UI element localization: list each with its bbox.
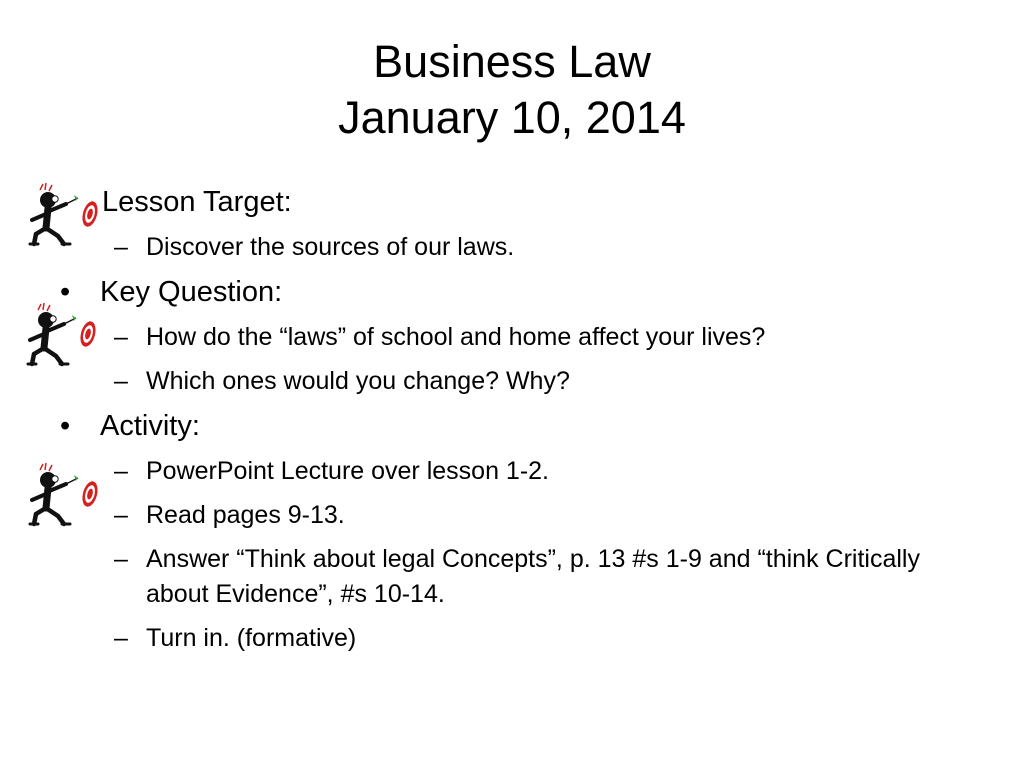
- title-line-1: Business Law: [373, 36, 651, 87]
- slide-body: [56, 184, 976, 665]
- slide-title: [0, 34, 1024, 146]
- lesson-target-heading: Lesson Target:: [102, 186, 292, 218]
- list-item: – Answer “Think about legal Concepts”, p. 13 #s 1-9 and “think Critically about Evidence”, #s 10-14.: [114, 545, 920, 608]
- activity-heading: • Activity:: [60, 410, 200, 442]
- list-item: – Turn in. (formative): [114, 624, 357, 652]
- title-line-2: January 10, 2014: [338, 92, 686, 143]
- archer-with-target-icon: [24, 182, 110, 256]
- list-item: – Discover the sources of our laws.: [114, 233, 515, 261]
- archer-with-target-icon: [22, 302, 108, 376]
- key-question-heading: • Key Question:: [60, 276, 283, 308]
- archer-with-target-icon: [24, 462, 110, 536]
- list-item: – How do the “laws” of school and home affect your lives?: [114, 323, 766, 351]
- list-item: – Which ones would you change? Why?: [114, 367, 570, 395]
- list-item: – PowerPoint Lecture over lesson 1-2.: [114, 457, 549, 485]
- list-item: – Read pages 9-13.: [114, 501, 345, 529]
